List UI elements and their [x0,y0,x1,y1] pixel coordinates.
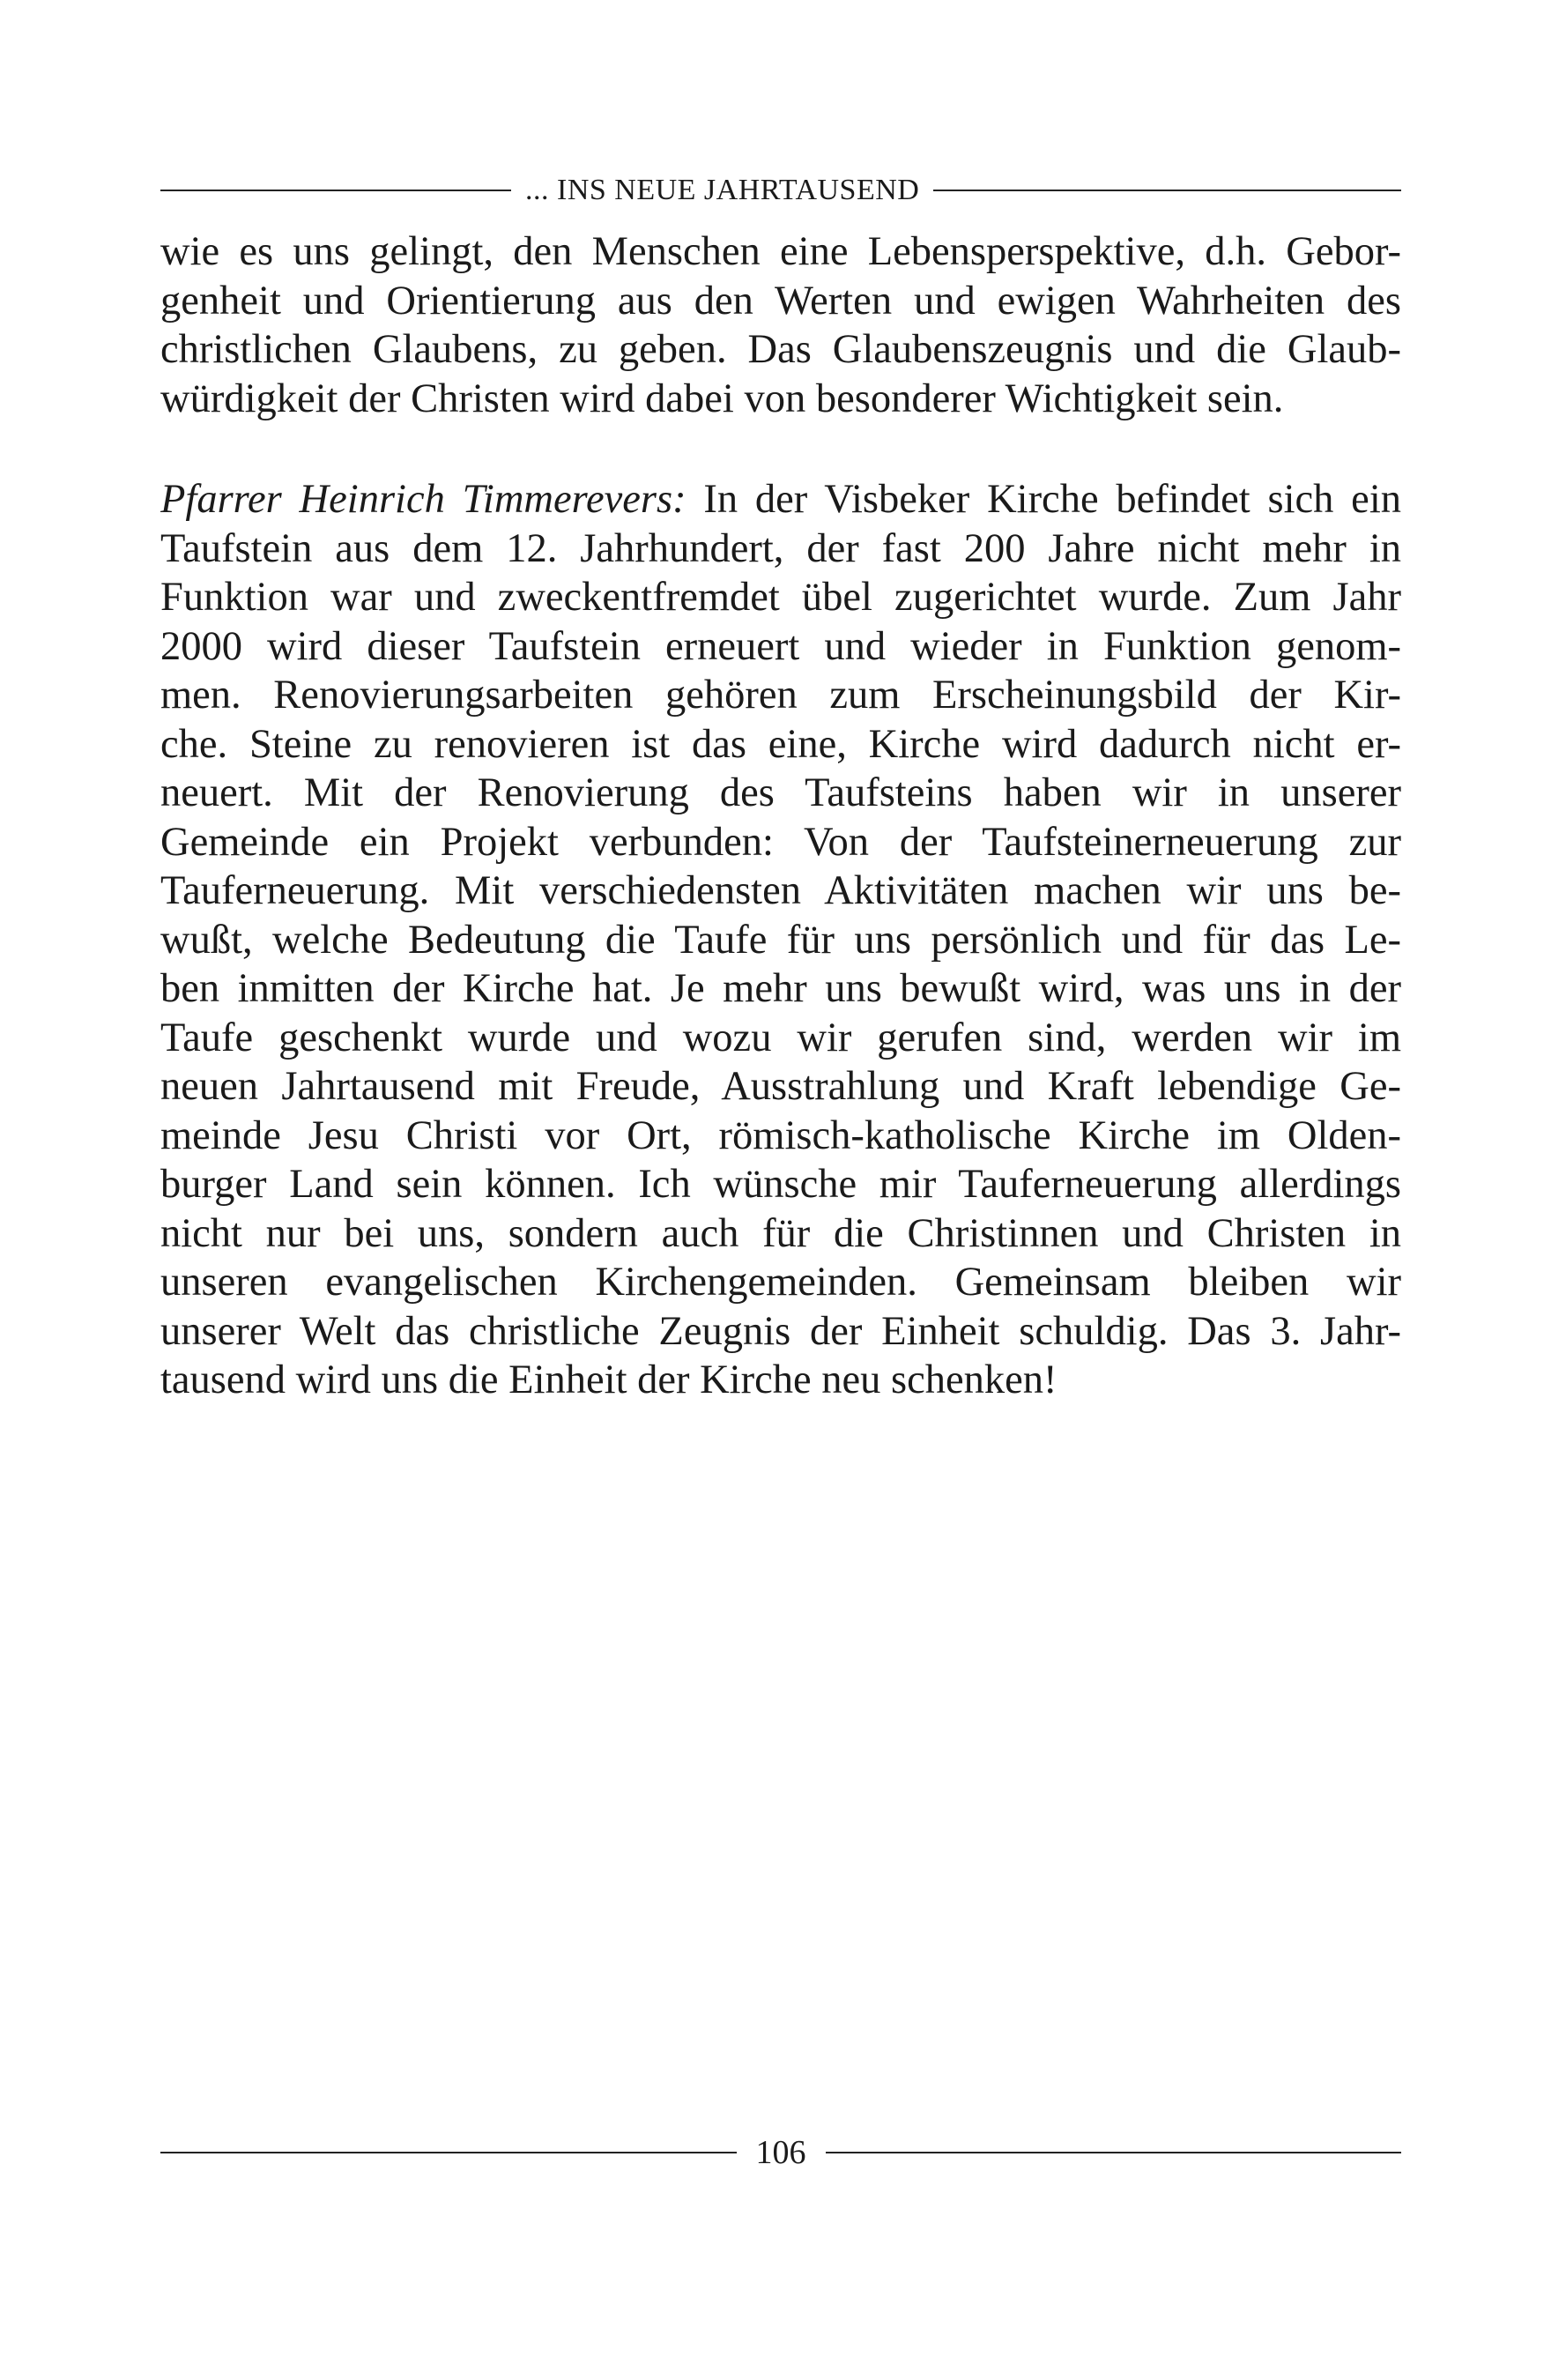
text-line: Funktion war und zweckentfremdet übel zugerichtet wurde. Zum Jahr [160,575,1401,620]
header-rule-left [160,190,511,191]
text-line: Taufe geschenkt wurde und wozu wir gerufen sind, werden wir im [160,1015,1401,1060]
text-line: wußt, welche Bedeutung die Taufe für uns persönlich und für das Le- [160,917,1401,963]
text-line: Tauferneuerung. Mit verschiedensten Aktivitäten machen wir uns be- [160,868,1401,913]
text-line: Gemeinde ein Projekt verbunden: Von der Taufsteinerneuerung zur [160,819,1401,865]
footer-rule-right [826,2152,1402,2153]
text-line: ben inmitten der Kirche hat. Je mehr uns bewußt wird, was uns in der [160,966,1401,1011]
page-number: 106 [755,2134,806,2171]
text-line: genheit und Orientierung aus den Werten und ewigen Wahrheiten des [160,278,1401,324]
text-line: che. Steine zu renovieren ist das eine, Kirche wird dadurch nicht er- [160,721,1401,767]
text-line: nicht nur bei uns, sondern auch für die Christinnen und Christen in [160,1210,1401,1256]
text-line: würdigkeit der Christen wird dabei von besonderer Wichtigkeit sein. [160,376,1284,421]
text-line: men. Renovierungsarbeiten gehören zum Erscheinungsbild der Kir- [160,673,1401,718]
text-line: burger Land sein können. Ich wünsche mir Tauferneuerung allerdings [160,1162,1401,1207]
text-line: unserer Welt das christliche Zeugnis der Einheit schuldig. Das 3. Jahr- [160,1308,1401,1354]
text-line: tausend wird uns die Einheit der Kirche neu schenken! [160,1357,1058,1402]
footer-rule-left [160,2152,737,2153]
text-line: wie es uns gelingt, den Menschen eine Lebensperspektive, d.h. Gebor- [160,229,1401,274]
running-title: ... INS NEUE JAHRTAUSEND [525,174,920,206]
speaker-name: Pfarrer Heinrich Timmerevers: [160,477,686,522]
text-line: neuert. Mit der Renovierung des Taufsteins haben wir in unserer [160,770,1401,815]
paragraph-1 [160,227,1401,423]
text-line: meinde Jesu Christi vor Ort, römisch-katholische Kirche im Olden- [160,1112,1401,1158]
text-line: Taufstein aus dem 12. Jahrhundert, der fast 200 Jahre nicht mehr in [160,525,1401,571]
first-line-text: In der Visbeker Kirche befindet sich ein [703,477,1401,522]
page-footer [160,2126,1401,2179]
text-line-first [160,475,1401,524]
text-line: 2000 wird dieser Taufstein erneuert und wieder in Funktion genom- [160,623,1401,669]
paragraph-2 [160,475,1401,1405]
text-line: neuen Jahrtausend mit Freude, Ausstrahlung und Kraft lebendige Ge- [160,1064,1401,1109]
text-line: unseren evangelischen Kirchengemeinden. Gemeinsam bleiben wir [160,1260,1401,1305]
header-rule-right [933,190,1401,191]
text-line: christlichen Glaubens, zu geben. Das Glaubenszeugnis und die Glaub- [160,327,1401,372]
running-header [160,166,1401,215]
